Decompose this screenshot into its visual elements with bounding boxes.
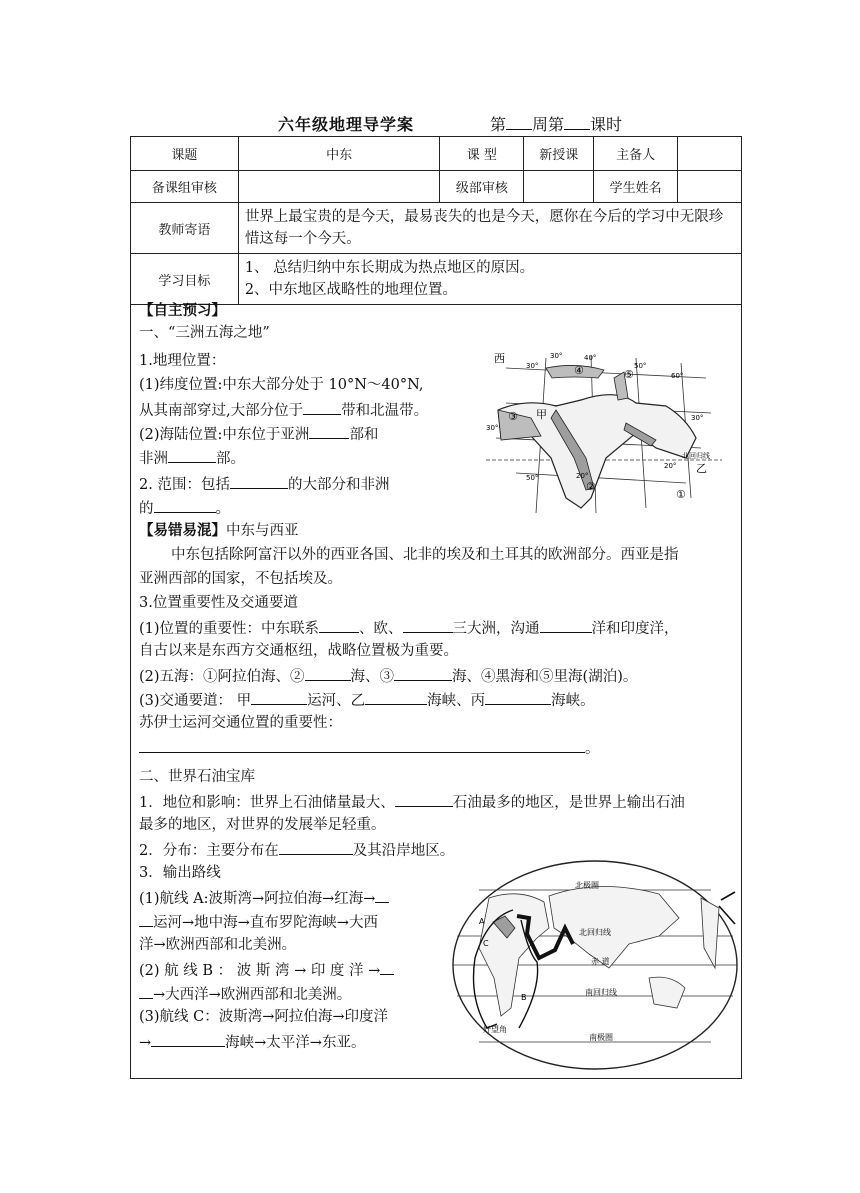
preparer-value[interactable] <box>678 137 742 171</box>
week-lesson-line <box>490 112 622 135</box>
route-c-line-2: → 海峡→太平洋→东亚。 <box>139 1030 365 1054</box>
distribution-line: 2．分布：主要分布在 及其沿岸地区。 <box>139 838 454 862</box>
svg-text:北回归线: 北回归线 <box>579 928 611 937</box>
goal-item: 1、 总结归纳中东长期成为热点地区的原因。 <box>244 260 535 276</box>
svg-text:好望角: 好望角 <box>483 1025 507 1034</box>
svg-text:⑤: ⑤ <box>624 368 634 381</box>
lesson-blank[interactable] <box>564 113 590 130</box>
student-name-value[interactable] <box>678 171 742 203</box>
answer-blank[interactable] <box>305 664 351 681</box>
five-seas-line: (2)五海：①阿拉伯海、② 海、③ 海、④黑海和⑤里海(湖泊)。 <box>139 664 637 688</box>
svg-text:20°: 20° <box>664 462 677 470</box>
svg-text:30°: 30° <box>550 352 563 360</box>
range-line: 2. 范围：包括 的大部分和非洲 <box>139 472 389 496</box>
answer-blank[interactable] <box>485 688 551 705</box>
answer-blank[interactable] <box>230 472 288 489</box>
answer-blank[interactable] <box>279 838 353 855</box>
goal-item: 2、中东地区战略性的地理位置。 <box>244 282 458 298</box>
week-blank[interactable] <box>506 113 532 130</box>
section-2-title: 二、世界石油宝库 <box>139 769 255 785</box>
answer-blank[interactable] <box>403 616 453 633</box>
status-line-2: 最多的地区，对世界的发展举足轻重。 <box>139 817 386 833</box>
svg-text:乙: 乙 <box>696 462 707 475</box>
review-value[interactable] <box>238 171 440 203</box>
range-line-2: 的 。 <box>139 496 230 520</box>
oil-route-map <box>449 858 741 1072</box>
svg-text:40°: 40° <box>584 354 597 362</box>
study-content <box>130 300 742 1079</box>
svg-text:③: ③ <box>508 410 518 423</box>
export-routes-title: 3．输出路线 <box>139 865 221 881</box>
svg-text:C: C <box>483 939 489 948</box>
answer-blank[interactable] <box>168 446 216 463</box>
svg-text:50°: 50° <box>526 474 539 482</box>
route-a-line: (1)航线 A:波斯湾→阿拉伯海→红海→ <box>139 886 389 910</box>
importance-line: (1)位置的重要性：中东联系 、欧、 三大洲，沟通 洋和印度洋， <box>139 616 679 640</box>
confuse-line: 【易错易混】中东与西亚 <box>139 522 299 539</box>
student-name-label: 学生姓名 <box>594 171 678 203</box>
answer-blank[interactable] <box>540 616 592 633</box>
week-prefix: 第 <box>490 115 507 134</box>
svg-text:30°: 30° <box>486 424 499 432</box>
answer-blank[interactable] <box>309 422 349 439</box>
suez-question: 苏伊士运河交通位置的重要性： <box>139 715 342 731</box>
answer-blank[interactable] <box>251 688 307 705</box>
answer-blank[interactable] <box>151 1030 225 1047</box>
svg-text:50°: 50° <box>634 362 647 370</box>
svg-text:④: ④ <box>574 364 584 377</box>
latitude-line: (1)纬度位置:中东大部分处于 10°N～40°N, <box>139 377 424 393</box>
subject-value: 中东 <box>238 137 440 171</box>
routes-line: (3)交通要道： 甲 运河、乙 海峡、丙 海峡。 <box>139 688 595 712</box>
middle-east-map <box>486 348 722 516</box>
route-b-line-2: →大西洋→欧洲西部和北美洲。 <box>139 982 351 1006</box>
status-line: 1．地位和影响：世界上石油储量最大、 石油最多的地区，是世界上输出石油 <box>139 790 685 814</box>
svg-text:南极圈: 南极圈 <box>589 1033 613 1042</box>
sea-land-line: (2)海陆位置:中东位于亚洲 部和 <box>139 422 378 446</box>
svg-text:B: B <box>521 993 527 1002</box>
svg-text:甲: 甲 <box>536 408 547 421</box>
preview-heading: 【自主预习】 <box>139 302 226 319</box>
section-1-title: 一、“三洲五海之地” <box>139 325 270 341</box>
sea-land-line-2: 非洲 部。 <box>139 446 245 470</box>
learning-goals <box>238 254 741 305</box>
svg-text:北极圈: 北极圈 <box>575 881 599 890</box>
svg-text:30°: 30° <box>526 362 539 370</box>
answer-blank[interactable] <box>375 886 389 903</box>
location-heading: 1.地理位置： <box>139 353 226 369</box>
answer-blank[interactable] <box>303 398 341 415</box>
week-suffix: 课时 <box>590 115 623 134</box>
answer-blank[interactable] <box>139 910 153 927</box>
route-c-line: (3)航线 C：波斯湾→阿拉伯海→印度洋 <box>139 1009 389 1025</box>
svg-text:北回归线: 北回归线 <box>682 452 710 460</box>
svg-text:②: ② <box>586 480 596 493</box>
doc-header <box>0 112 860 138</box>
svg-text:南回归线: 南回归线 <box>585 988 617 997</box>
grade-review-label: 级部审核 <box>440 171 524 203</box>
answer-blank[interactable] <box>319 616 359 633</box>
section-1-3-title: 3.位置重要性及交通要道 <box>139 595 298 611</box>
type-label: 课 型 <box>440 137 524 171</box>
svg-text:①: ① <box>676 488 686 501</box>
confuse-text-2: 亚洲西部的国家，不包括埃及。 <box>139 571 342 587</box>
answer-blank[interactable] <box>380 958 394 975</box>
route-b-line: (2) 航 线 B ： 波 斯 湾 → 印 度 洋 → <box>139 958 394 982</box>
answer-blank[interactable] <box>394 664 452 681</box>
preparer-label: 主备人 <box>594 137 678 171</box>
week-mid: 周第 <box>532 115 565 134</box>
svg-text:20°: 20° <box>576 472 589 480</box>
answer-blank[interactable] <box>139 736 585 753</box>
svg-text:30°: 30° <box>691 414 704 422</box>
info-table <box>130 136 742 305</box>
type-value: 新授课 <box>524 137 594 171</box>
answer-blank[interactable] <box>154 496 216 513</box>
answer-blank[interactable] <box>365 688 427 705</box>
svg-text:赤 道: 赤 道 <box>591 957 610 966</box>
message-label: 教师寄语 <box>131 203 239 254</box>
confuse-text: 中东包括除阿富汗以外的西亚各国、北非的埃及和土耳其的欧洲部分。西亚是指 <box>171 547 679 563</box>
subject-label: 课题 <box>131 137 239 171</box>
grade-review-value[interactable] <box>524 171 594 203</box>
route-a-line-3: 洋→欧洲西部和北美洲。 <box>139 937 297 953</box>
answer-blank[interactable] <box>395 790 453 807</box>
route-a-line-2: 运河→地中海→直布罗陀海峡→大西 <box>139 910 378 934</box>
doc-title: 六年级地理导学案 <box>278 115 415 134</box>
answer-blank[interactable] <box>139 982 153 999</box>
svg-text:60°: 60° <box>671 372 684 380</box>
importance-line-2: 自古以来是东西方交通枢纽，战略位置极为重要。 <box>139 643 458 659</box>
latitude-line-2: 从其南部穿过,大部分位于 带和北温带。 <box>139 398 428 422</box>
suez-answer-line: 。 <box>139 736 600 760</box>
svg-text:A: A <box>479 917 485 926</box>
west-label: 西 <box>494 352 505 365</box>
review-label: 备课组审核 <box>131 171 239 203</box>
teacher-message: 世界上最宝贵的是今天，最易丧失的也是今天，愿你在今后的学习中无限珍惜这每一个今天。 <box>238 203 741 254</box>
goal-label: 学习目标 <box>131 254 239 305</box>
